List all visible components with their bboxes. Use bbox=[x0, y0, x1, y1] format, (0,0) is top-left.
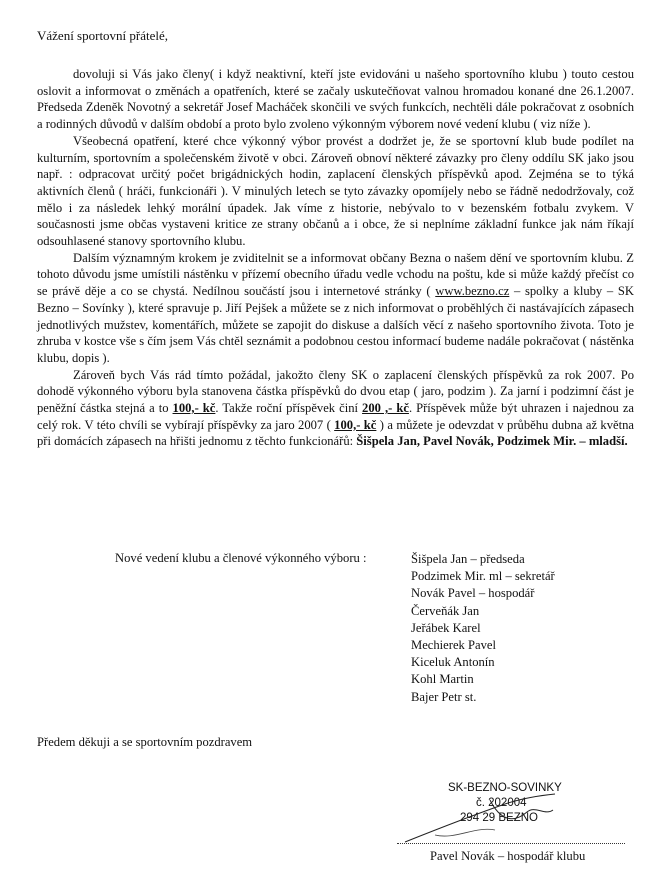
board-member: Červeňák Jan bbox=[411, 603, 480, 618]
signature-scribble bbox=[395, 790, 565, 850]
stamp-line-2: č. 202004 bbox=[476, 797, 527, 809]
paragraph-2: Všeobecná opatření, které chce výkonný výbor provést a dodržet je, že se sportovní klub bude podílet na kulturním, sportovním a společenském životě v obci. Zároveň obnoví některé závazky pro členy oddílu SK jako jsou např. : odpracovat určitý počet brigádnických hodin, zaplacení členských příspěvků apod. Zejména se to týká aktivních členů ( hráči, funkcionáři ). V minulých letech se tyto závazky opomíjely nebo se řádně nedodržovaly, což mělo i za následek lehký morální úpadek. Jak víme z historie, nebývalo to v bezenském fotbalu zvykem. V současnosti jsme občas vystaveni kritice ze strany občanů a i obce, že si neplníme základní funkce jak nám říkají odsouhlasené stanovy sportovního klubu. bbox=[37, 133, 634, 249]
paragraph-4-text-c: . Příspěvek může být uhrazen i najednou za celý rok. V této chvíli se vybírají příspěvky za jaro 2007 ( bbox=[37, 401, 634, 432]
paragraph-4-text-d: ) a můžete je odevzdat v průběhu dubna až května při domácích zápasech na hřišti jednomu z těchto funkcionářů: bbox=[37, 417, 634, 449]
board-member: Bajer Petr st. bbox=[411, 689, 477, 704]
paragraph-4-text-a: Zároveň bych Vás rád tímto požádal, jakožto členy SK o zaplacení členských příspěvků za rok 2007. Po dohodě výkonného výboru byla stanovena částka příspěvků do dvou etap ( jaro, podzim ). Za jarní i podzimní část je peněžní částka stejná a to bbox=[37, 367, 634, 416]
paragraph-4 bbox=[37, 367, 634, 451]
stamp-line-3: 294 29 BEZNO bbox=[460, 812, 538, 824]
closing-line: Předem děkuji a se sportovním pozdravem bbox=[37, 735, 253, 749]
website-link[interactable]: www.bezno.cz bbox=[435, 284, 510, 299]
board-member: Kohl Martin bbox=[411, 672, 474, 687]
signature-line bbox=[397, 843, 625, 844]
board-list bbox=[411, 551, 555, 706]
board-member: Kiceluk Antonín bbox=[411, 655, 495, 670]
board-label: Nové vedení klubu a členové výkonného výboru : bbox=[115, 551, 367, 565]
signature-name: Pavel Novák – hospodář klubu bbox=[430, 849, 586, 863]
amount-year: 200 ,- kč bbox=[362, 401, 409, 416]
amount-half-year: 100,- kč bbox=[172, 401, 216, 416]
amount-spring: 100,- kč bbox=[334, 417, 377, 432]
greeting: Vážení sportovní přátelé, bbox=[37, 28, 169, 43]
paragraph-3-text-b: – spolky a kluby – SK Bezno – Sovínky ), které spravuje p. Jiří Pejšek a můžete se z nich informovat o proběhlých či nastávajících zápasech jednotlivých mužstev, komentářích, můžete se zapojit do diskuse a dalších věcí z našeho sportovního života. Toto je zhruba v kostce vše s čím jsem Vás chtěl seznámit a podobnou cestou informací budeme nadále pokračovat ( nástěnka klubu, dopis ). bbox=[37, 284, 634, 365]
paragraph-1: dovoluji si Vás jako členy( i když neaktivní, kteří jste evidováni u našeho sportovního klubu ) touto cestou oslovit a informovat o změnách a opatřeních, které se začaly uskutečňovat valnou hromadou konané dne 26.1.2007. Předseda Zdeněk Novotný a sekretář Josef Macháček skončili ve svých funkcích, nechtěli dále pokračovat z osobních a rodinných důvodů v dalším období a proto bylo zvoleno výkonným výborem nové vedení klubu ( viz níže ). bbox=[37, 67, 634, 132]
paragraph-3-text-a: Dalším významným krokem je zviditelnit se a informovat občany Bezna o našem dění ve sportovním klubu. Z tohoto důvodu jsme umístili nástěnku v přízemí obecního úřadu vedle vchodu na poštu, kde si může každý přečíst co se právě děje a co se chystá. Nedílnou součástí jsou i internetové stránky ( bbox=[37, 250, 634, 299]
stamp-line-1: SK-BEZNO-SOVINKY bbox=[448, 782, 562, 794]
board-member: Šišpela Jan – předseda bbox=[411, 552, 525, 566]
board-member: Novák Pavel – hospodář bbox=[411, 586, 535, 601]
board-member: Mechierek Pavel bbox=[411, 638, 496, 653]
paragraph-3 bbox=[37, 250, 634, 367]
paragraph-4-text-b: . Takže roční příspěvek činí bbox=[215, 401, 359, 416]
board-member: Jeřábek Karel bbox=[411, 620, 481, 635]
collector-names: Šišpela Jan, Pavel Novák, Podzimek Mir. – mladší. bbox=[356, 434, 628, 449]
board-member: Podzimek Mir. ml – sekretář bbox=[411, 569, 555, 584]
letter-body bbox=[37, 66, 634, 450]
